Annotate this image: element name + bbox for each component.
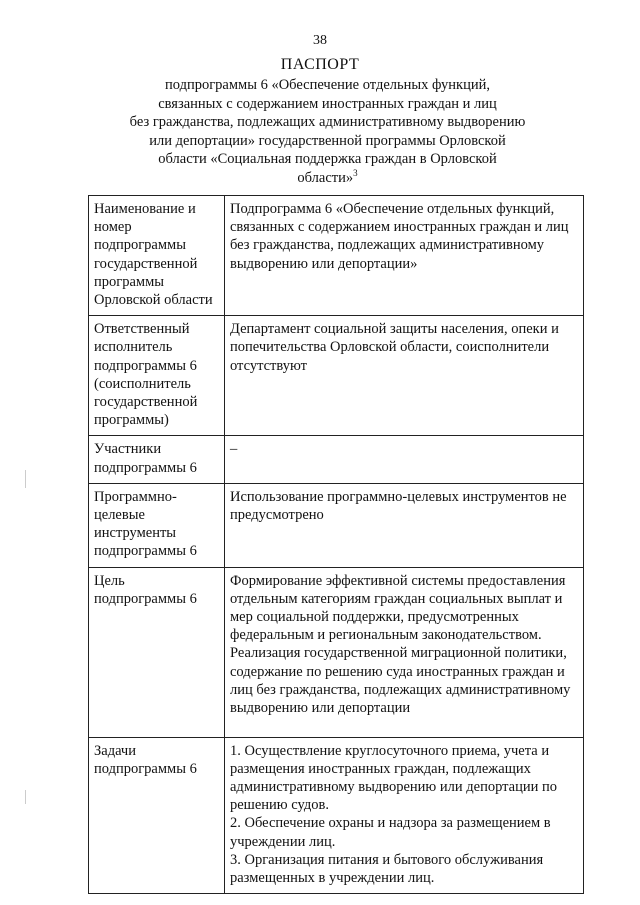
row-value: 1. Осуществление круглосуточного приема, учета и размещения иностранных граждан, подлежащих административному выдворению или депортации по решению судов. 2. Обеспечение охраны и надзора за размещением в учреждении лиц. 3. Организация питания и бытового обслуживания размещенных в учреждении лиц. <box>225 737 584 894</box>
row-label: Программно-целевые инструменты подпрограммы 6 <box>89 483 225 567</box>
subtitle-line-text: области» <box>297 169 354 186</box>
scan-margin-mark <box>25 470 26 488</box>
table-row-name <box>89 196 584 316</box>
subtitle-line-last <box>120 169 535 188</box>
row-label: Ответственный исполнитель подпрограммы 6 (соисполнитель государственной программы) <box>89 316 225 436</box>
row-label: Цель подпрограммы 6 <box>89 567 225 737</box>
subtitle-line: области «Социальная поддержка граждан в Орловской <box>158 151 497 167</box>
row-value: Подпрограмма 6 «Обеспечение отдельных функций, связанных с содержанием иностранных граждан и лиц без гражданства, подлежащих административному выдворению или депортации» <box>225 196 584 316</box>
row-label: Задачи подпрограммы 6 <box>89 737 225 894</box>
table-row-executor <box>89 316 584 436</box>
subtitle-line: связанных с содержанием иностранных граждан и лиц <box>158 95 497 112</box>
table-row-tasks <box>89 737 584 894</box>
row-value: – <box>225 436 584 483</box>
scan-margin-mark <box>25 790 26 804</box>
document-title: ПАСПОРТ <box>280 56 360 73</box>
subtitle-line: или депортации» государственной программы Орловской <box>149 132 506 149</box>
footnote-marker: 3 <box>353 167 358 178</box>
row-label: Участники подпрограммы 6 <box>89 436 225 483</box>
row-value: Использование программно-целевых инструментов не предусмотрено <box>225 483 584 567</box>
subtitle-line: без гражданства, подлежащих административному выдворению <box>129 114 526 130</box>
document-subtitle <box>120 76 535 187</box>
table-row-goal <box>89 567 584 737</box>
subtitle-line: подпрограммы 6 «Обеспечение отдельных функций, <box>165 77 490 93</box>
row-value: Департамент социальной защиты населения, опеки и попечительства Орловской области, соисполнители отсутствуют <box>225 316 584 436</box>
row-label: Наименование и номер подпрограммы государственной программы Орловской области <box>89 196 225 316</box>
row-value: Формирование эффективной системы предоставления отдельным категориям граждан социальных выплат и мер социальной поддержки, предусмотренных федеральным и региональным законодательством. Реализация государственной миграционной политики, содержание по решению суда иностранных граждан и лиц без гражданства, подлежащих административному выдворению или депортации <box>225 567 584 737</box>
table-row-participants <box>89 436 584 483</box>
page-number: 38 <box>313 33 327 48</box>
passport-table <box>88 195 584 894</box>
table-row-instruments <box>89 483 584 567</box>
